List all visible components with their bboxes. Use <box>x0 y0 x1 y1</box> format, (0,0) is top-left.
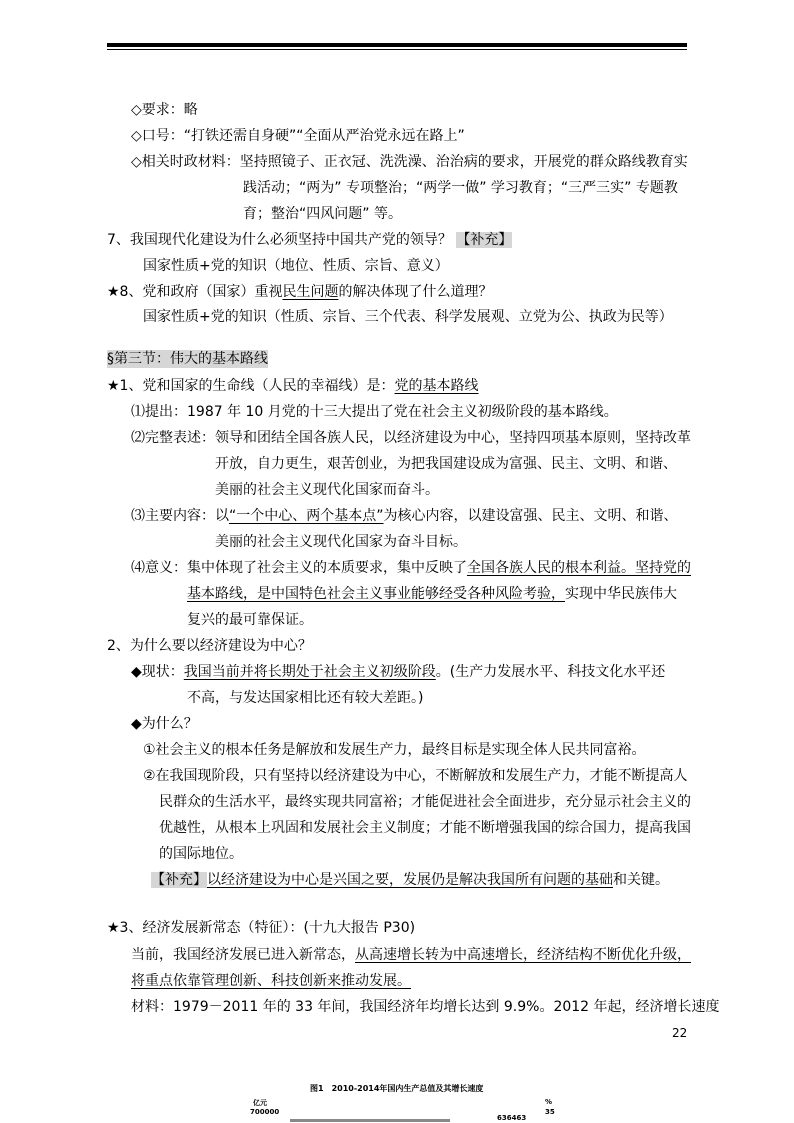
item-2-why: ◆为什么？ <box>131 716 198 732</box>
header-rule-thick <box>107 43 687 47</box>
item-2-supplement: 【补充】以经济建设为中心是兴国之要，发展仍是解决我国所有问题的基础和关键。 <box>151 872 669 888</box>
question-7 <box>107 231 512 249</box>
section-heading: §第三节：伟大的基本路线 <box>107 351 268 367</box>
item-1-proposal: ⑴提出：1987 年 10 月党的十三大提出了党在社会主义初级阶段的基本路线。 <box>131 404 618 420</box>
line-materials-cont2: 育；整治“四风问题” 等。 <box>243 206 402 222</box>
item-2-reason-1: ①社会主义的根本任务是解放和发展生产力，最终目标是实现全体人民共同富裕。 <box>143 742 646 758</box>
figure-legend-cutoff <box>290 1119 450 1122</box>
keyword-primary-stage: 我国当前并将长期处于社会主义初级阶段 <box>183 664 436 680</box>
supplement-tag: 【补充】 <box>151 872 207 888</box>
question-8: ★8、党和政府（国家）重视民生问题的解决体现了什么道理？ <box>107 284 493 300</box>
supplement-tag: 【补充】 <box>456 232 513 248</box>
item-2-reason-2-cont1: 民群众的生活水平，最终实现共同富裕；才能促进社会全面进步，充分显示社会主义的 <box>159 794 691 810</box>
item-1-significance-cont2: 复兴的最可靠保证。 <box>187 612 313 628</box>
item-1-content-cont: 美丽的社会主义现代化国家为奋斗目标。 <box>215 534 467 550</box>
item-1-content: ⑶主要内容：以“一个中心、两个基本点”为核心内容，以建设富强、民主、文明、和谐、 <box>131 508 678 524</box>
item-2: 2、为什么要以经济建设为中心？ <box>107 638 312 654</box>
item-3-text-cont: 将重点依靠管理创新、科技创新来推动发展。 <box>131 973 411 989</box>
item-3-material: 材料：1979－2011 年的 33 年间，我国经济年均增长达到 9.9%。2012 年起，经济增长速度 <box>131 999 720 1015</box>
item-1: ★1、党和国家的生命线（人民的幸福线）是：党的基本路线 <box>107 378 479 394</box>
item-3-text: 当前，我国经济发展已进入新常态，从高速增长转为中高速增长，经济结构不断优化升级， <box>131 947 691 963</box>
item-1-statement-cont1: 开放，自力更生，艰苦创业，为把我国建设成为富强、民主、文明、和谐、 <box>215 456 677 472</box>
item-1-significance-cont1: 基本路线，是中国特色社会主义事业能够经受各种风险考验，实现中华民族伟大 <box>187 586 677 602</box>
item-2-reason-2-cont3: 的国际地位。 <box>159 846 243 862</box>
item-3: ★3、经济发展新常态（特征）：(十九大报告 P30) <box>107 920 416 936</box>
keyword-livelihood: 民生问题 <box>282 284 339 300</box>
line-slogan: ◇口号：“打铁还需自身硬”“全面从严治党永远在路上” <box>131 128 465 144</box>
figure-right-unit: % <box>545 1098 553 1106</box>
item-1-statement-cont2: 美丽的社会主义现代化国家而奋斗。 <box>215 482 439 498</box>
figure-left-top-value: 700000 <box>250 1108 280 1116</box>
item-2-status: ◆现状：我国当前并将长期处于社会主义初级阶段。(生产力发展水平、科技文化水平还 <box>131 664 666 680</box>
header-rule-thin <box>107 49 687 50</box>
question-7-text: 7、我国现代化建设为什么必须坚持中国共产党的领导？ <box>107 232 452 248</box>
item-2-reason-2: ②在我国现阶段，只有坚持以经济建设为中心，不断解放和发展生产力，才能不断提高人 <box>143 768 688 784</box>
answer-8: 国家性质+党的知识（性质、宗旨、三个代表、科学发展观、立党为公、执政为民等） <box>143 309 673 325</box>
figure-right-top-value: 35 <box>545 1108 555 1116</box>
item-2-reason-2-cont2: 优越性，从根本上巩固和发展社会主义制度；才能不断增强我国的综合国力，提高我国 <box>159 820 691 836</box>
figure-left-unit: 亿元 <box>253 1099 267 1107</box>
figure-bar-label: 636463 <box>497 1114 527 1122</box>
item-1-statement: ⑵完整表述：领导和团结全国各族人民，以经济建设为中心，坚持四项基本原则，坚持改革 <box>131 430 691 446</box>
line-materials: ◇相关时政材料：坚持照镜子、正衣冠、洗洗澡、治治病的要求，开展党的群众路线教育实 <box>131 154 688 170</box>
answer-7: 国家性质+党的知识（地位、性质、宗旨、意义） <box>143 258 449 274</box>
item-2-status-cont: 不高，与发达国家相比还有较大差距。) <box>187 690 424 706</box>
line-requirement: ◇要求：略 <box>131 102 198 118</box>
keyword-basic-line: 党的基本路线 <box>394 378 479 394</box>
item-1-significance: ⑷意义：集中体现了社会主义的本质要求，集中反映了全国各族人民的根本利益。坚持党的 <box>131 560 691 576</box>
figure-title: 图1 2010-2014年国内生产总值及其增长速度 <box>310 1084 484 1093</box>
page-number: 22 <box>672 1026 688 1040</box>
line-materials-cont1: 践活动；“两为” 专项整治；“两学一做” 学习教育；“三严三实” 专题教 <box>243 180 678 196</box>
keyword-one-center: “一个中心、两个基本点” <box>229 508 384 524</box>
